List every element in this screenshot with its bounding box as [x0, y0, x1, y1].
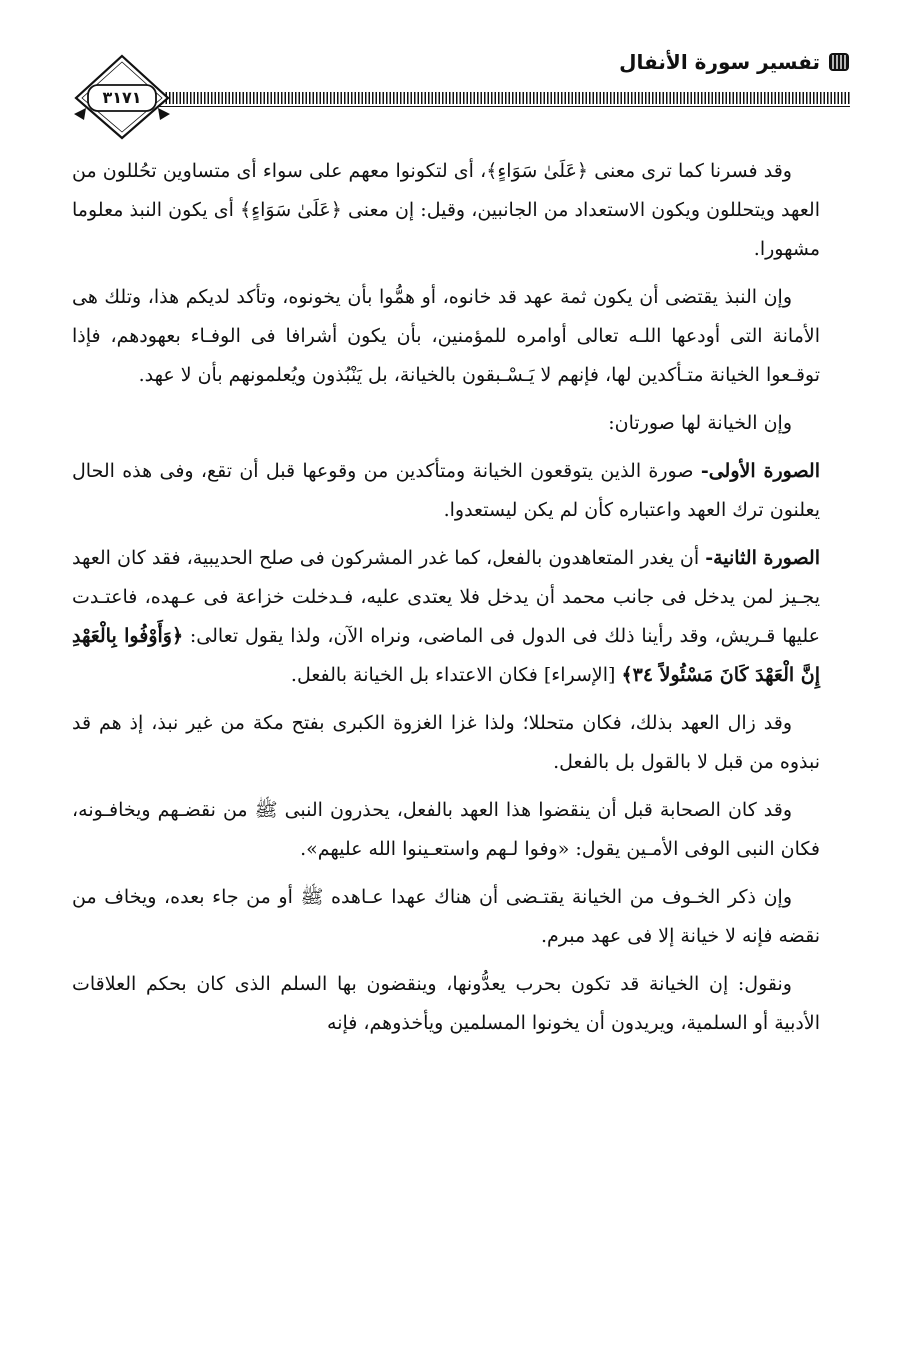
paragraph-text: وقد زال العهد بذلك، فكان متحللا؛ ولذا غزا الغزوة الكبرى بفتح مكة من غير نبذ، إذ هم قد نبذوه من قبل لا بالقول بل بالفعل. [72, 712, 820, 773]
paragraph-text: وقد كان الصحابة قبل أن ينقضوا هذا العهد بالفعل، يحذرون النبى ﷺ من نقضـهم ويخافـونه، فكان النبى الوفى الأمـين يقول: «وفوا لـهم واستعـينوا الله عليهم». [72, 799, 820, 860]
page-header [60, 40, 850, 150]
paragraph [72, 878, 820, 956]
main-text [72, 152, 820, 1052]
paragraph-text: وإن النبذ يقتضى أن يكون ثمة عهد قد خانوه، أو همُّوا بأن يخونوه، وتأكد لديكم هذا، وتلك هى الأمانة التى أودعها اللـه تعالى أوامره للمؤمنين، بأن يكون أشرافا فى الوفـاء بعهودهم، فإذا توقـعوا الخيانة متـأكدين لها، فإنهم لا يَـسْـبقون بالخيانة، بل يَنْبُذون ويُعلمونهم بأن لا عهد. [72, 286, 820, 386]
paragraph-text: [الإسراء] فكان الاعتداء بل الخيانة بالفعل. [290, 664, 622, 686]
running-title: تفسير سورة الأنفال [619, 50, 820, 74]
paragraph [72, 539, 820, 695]
paragraph-text: ونقول: إن الخيانة قد تكون بحرب يعدُّونها، وينقضون بها السلم الذى كان بحكم العلاقات الأدبية أو السلمية، ويريدون أن يخونوا المسلمين ويأخذوهم، فإنه [72, 973, 820, 1034]
paragraph-text: أن يغدر المتعاهدون بالفعل، كما غدر المشركون فى صلح الحديبية، فقد كان العهد يجـيز لمن يدخل فى جانب محمد أن يدخل فلا يعتدى عليه، فـدخلت خزاعة فى عـهده، فاعتـدت عليها قـريش، وقد رأينا ذلك فى الدول فى الماضى، ونراه الآن، ولذا يقول تعالى: [72, 547, 820, 647]
paragraph-text: وقد فسرنا كما ترى معنى ﴿عَلَىٰ سَوَاءٍ﴾، أى لتكونوا معهم على سواء أى متساوين تحُللون من العهد ويتحللون ويكون الاستعداد من الجانبين، وقيل: إن معنى ﴿عَلَىٰ سَوَاءٍ﴾ أى يكون النبذ معلوما مشهورا. [72, 160, 820, 260]
header-hatched-rule [155, 92, 850, 104]
paragraph-text: وإن الخيانة لها صورتان: [608, 412, 792, 434]
header-title-group [619, 50, 850, 74]
header-rule-line [155, 106, 850, 107]
paragraph [72, 152, 820, 269]
quran-verse: ﴿وَأَوْفُوا بِالْعَهْدِ إِنَّ الْعَهْدَ كَانَ مَسْئُولاً ٣٤﴾ [72, 625, 820, 686]
page-number: ٣١٧١ [102, 88, 142, 107]
section-term: الصورة الثانية- [705, 547, 820, 569]
paragraph-text: وإن ذكر الخـوف من الخيانة يقتـضى أن هناك عهدا عـاهده ﷺ أو من جاء بعده، ويخاف من نقضه فإنه لا خيانة إلا فى عهد مبرم. [72, 886, 820, 947]
ornament-icon [828, 50, 850, 74]
section-term: الصورة الأولى- [700, 460, 820, 482]
paragraph [72, 791, 820, 869]
paragraph [72, 278, 820, 395]
paragraph [72, 404, 820, 443]
page-number-badge [72, 40, 172, 140]
paragraph [72, 965, 820, 1043]
paragraph-text: صورة الذين يتوقعون الخيانة ومتأكدين من وقوعها قبل أن تقع، وفى هذه الحال يعلنون ترك العهد واعتباره كأن لم يكن ليستعدوا. [72, 460, 820, 521]
paragraph [72, 704, 820, 782]
paragraph [72, 452, 820, 530]
